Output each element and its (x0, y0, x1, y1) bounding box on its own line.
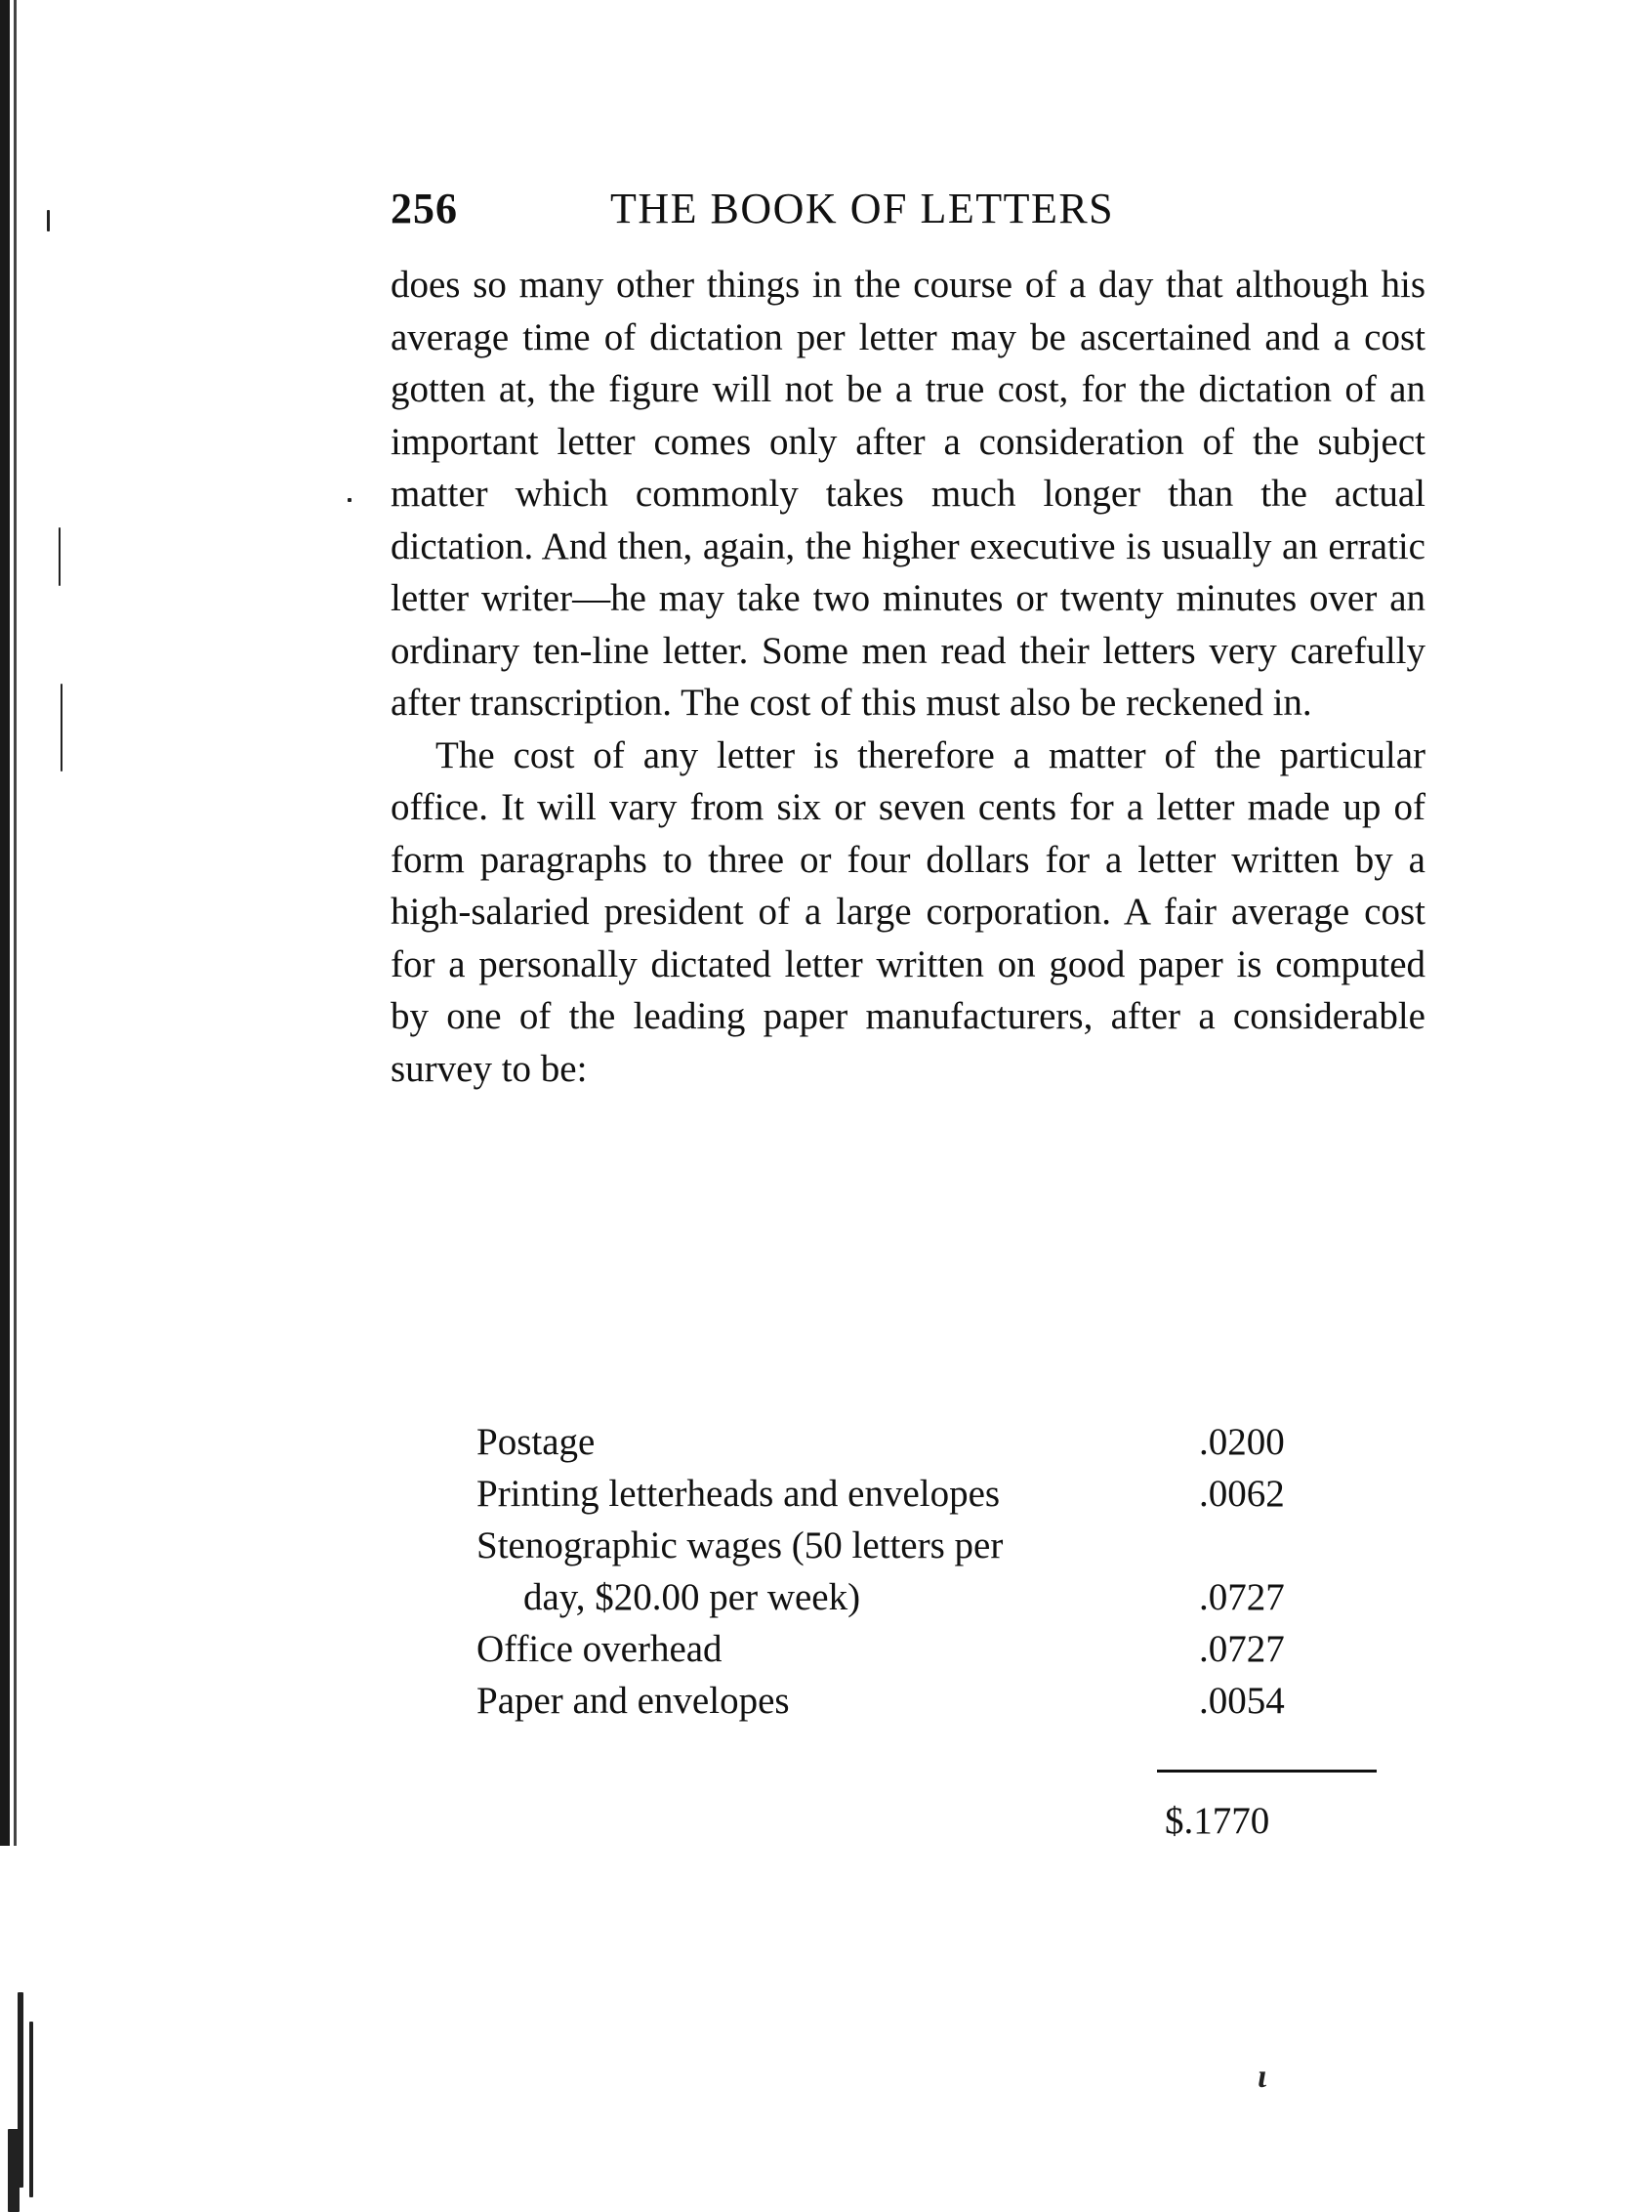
cost-value: .0727 (1199, 1628, 1285, 1670)
scan-speck (348, 498, 351, 502)
scan-speck (61, 684, 62, 772)
cost-row (476, 1675, 1316, 1727)
cost-label: day, $20.00 per week) (523, 1576, 861, 1618)
cost-row (476, 1623, 1316, 1675)
cost-label: Printing letterheads and envelopes (476, 1473, 1001, 1515)
running-head-title: THE BOOK OF LETTERS (610, 185, 1115, 232)
cost-row (476, 1468, 1316, 1520)
cost-label: Paper and envelopes (476, 1680, 790, 1722)
cost-label: Stenographic wages (50 letters per (476, 1524, 1004, 1566)
scan-speck (47, 210, 50, 231)
cost-row (476, 1520, 1316, 1571)
scan-mark: ɩ (1258, 2059, 1267, 2095)
scan-speck (29, 2022, 33, 2197)
cost-value: .0054 (1199, 1680, 1285, 1722)
scan-binding-edge-line (14, 0, 17, 1846)
paragraph: does so many other things in the course of a day that although his average time of dictation per letter may be ascertained and a cost gotten at, the figure will not be a true cost, for the dictation of an important letter comes only after a consideration of the subject matter which commonly takes much longer than the actual dictation. And then, again, the higher executive is usually an erratic letter writer—he may take two minutes or twenty minutes over an ordinary ten-line letter. Some men read their letters very carefully after transcription. The cost of this must also be reckened in. (391, 264, 1425, 724)
cost-value: .0062 (1199, 1473, 1285, 1515)
scan-speck (59, 527, 61, 586)
cost-row (476, 1571, 1316, 1623)
running-head (391, 184, 1425, 242)
scan-binding-edge (0, 0, 10, 1846)
paragraph: The cost of any letter is therefore a matter of the particular office. It will vary from six or seven cents for a letter made up of form paragraphs to three or four dollars for a letter written by a high-salaried president of a large corporation. A fair average cost for a personally dictated letter written on good paper is computed by one of the leading paper manufacturers, after a considerable survey to be: (391, 733, 1425, 1090)
total-rule (1157, 1770, 1377, 1773)
body-text (391, 259, 1425, 1095)
cost-table (476, 1416, 1316, 1727)
cost-total: $.1770 (1165, 1800, 1270, 1842)
cost-label: Postage (476, 1421, 596, 1463)
page-number: 256 (391, 185, 458, 232)
scan-speck (8, 2129, 20, 2212)
cost-value: .0200 (1199, 1421, 1285, 1463)
cost-row (476, 1416, 1316, 1468)
cost-label: Office overhead (476, 1628, 723, 1670)
cost-value: .0727 (1199, 1576, 1285, 1618)
